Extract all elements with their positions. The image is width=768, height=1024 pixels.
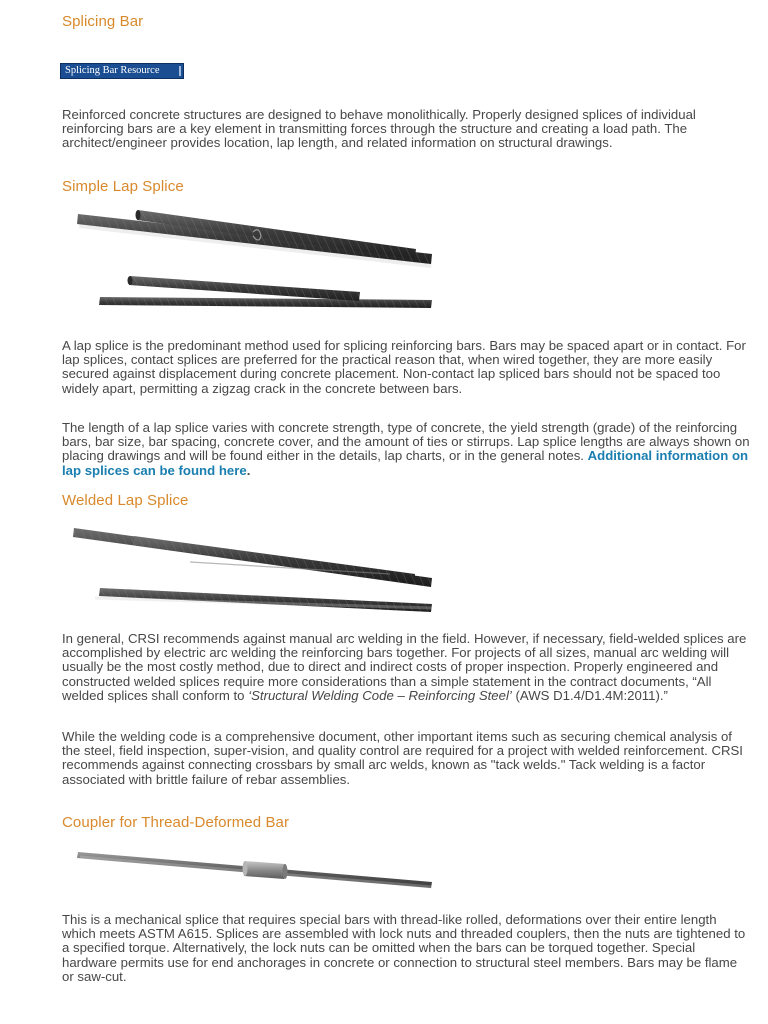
splicing-bar-resource-button[interactable]: Splicing Bar Resource	[60, 63, 184, 79]
coupler-heading: Coupler for Thread-Deformed Bar	[62, 814, 290, 831]
coupler-paragraph: This is a mechanical splice that requires special bars with thread-like rolled, deformations over their entire length which meets ASTM A615. Splices are assembled with lock nuts and threaded couplers, then the nuts are tightened to a specified torque. Alternatively, the lock nuts can be omitted when the bars can be torqued together. Special hardware permits use for end anchorages in concrete or connection to structural steel members. Bars may be flame or saw-cut.	[62, 912, 746, 984]
simple-lap-splice-rebar-image	[60, 202, 440, 322]
simple-lap-splice-heading: Simple Lap Splice	[62, 178, 184, 195]
threaded-coupler-rebar-image	[60, 840, 440, 900]
welded-splice-paragraph-1-end: (AWS D1.4/D1.4M:2011).”	[511, 687, 668, 703]
page-title: Splicing Bar	[62, 13, 144, 30]
welded-lap-splice-rebar-image	[60, 518, 440, 623]
lap-splice-paragraph-2-text: The length of a lap splice varies with concrete strength, type of concrete, the yield strength (grade) of the reinforcing bars, bar size, bar spacing, concrete cover, and the amount of ties or stirrups. Lap splice lengths are always shown on placing drawings and will be found either in the details, lap charts, or in the general notes.	[62, 420, 750, 464]
lap-splice-paragraph-2-end: .	[246, 462, 251, 478]
lap-splice-paragraph-1: A lap splice is the predominant method used for splicing reinforcing bars. Bars may be spaced apart or in contact. For lap splices, contact splices are preferred for the practical reason that, when wired together, they are more easily secured against displacement during concrete placement. Non-contact lap spliced bars should not be spaced too widely apart, permitting a zigzag crack in the concrete between bars.	[62, 338, 746, 396]
welded-splice-code-title: ‘Structural Welding Code – Reinforcing Steel’	[248, 687, 512, 703]
welded-splice-paragraph-2: While the welding code is a comprehensive document, other important items such as securing chemical analysis of the steel, field inspection, super-vision, and quality control are required for a project with welded reinforcement. CRSI recommends against connecting crossbars by small arc welds, known as "tack welds." Tack welding is a factor associated with brittle failure of rebar assemblies.	[62, 729, 743, 787]
welded-splice-paragraph-1-text: In general, CRSI recommends against manual arc welding in the field. However, if necessary, field-welded splices are accomplished by electric arc welding the reinforcing bars together. For projects of all sizes, manual arc welding will usually be the most costly method, due to direct and indirect costs of proper inspection. Properly engineered and constructed welded splices require more considerations than a simple statement in the contract documents, “All welded splices shall conform to	[62, 631, 747, 703]
welded-splice-paragraph-1	[62, 632, 752, 703]
lap-splice-paragraph-2	[62, 421, 752, 478]
welded-lap-splice-heading: Welded Lap Splice	[62, 492, 189, 509]
lap-splice-info-link[interactable]: Additional information on lap splices can be found here	[62, 448, 749, 478]
intro-paragraph: Reinforced concrete structures are designed to behave monolithically. Properly designed splices of individual reinforcing bars are a key element in transmitting forces through the structure and creating a load path. The architect/engineer provides location, lap length, and related information on structural drawings.	[62, 107, 696, 151]
